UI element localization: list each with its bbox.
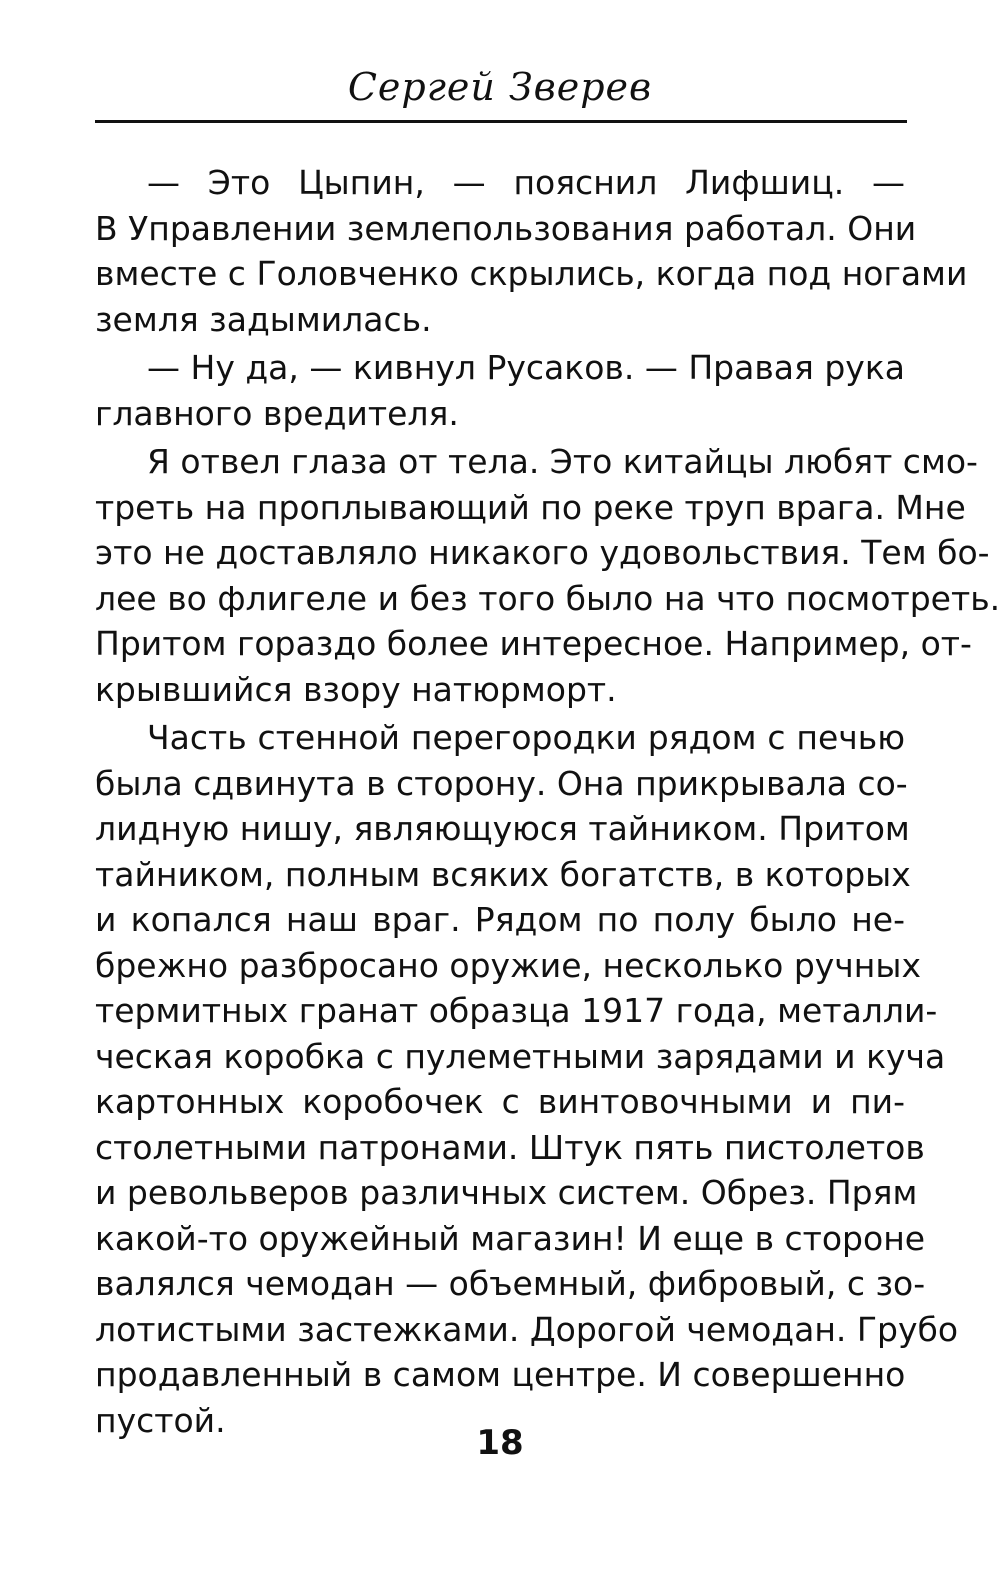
text-line: и копался наш враг. Рядом по полу было не- <box>95 900 905 939</box>
text-line: ческая коробка с пулеметными зарядами и куча <box>95 1036 946 1076</box>
text-line: лее во флигеле и без того было на что посмотреть. <box>95 578 1000 618</box>
text-line: лидную нишу, являющуюся тайником. Притом <box>95 809 910 848</box>
text-line: и револьверов различных систем. Обрез. Прям <box>95 1173 918 1212</box>
page-number: 18 <box>476 1423 524 1463</box>
text-line: Я отвел глаза от тела. Это китайцы любят смо- <box>147 442 978 481</box>
running-head-author: Сергей Зверев <box>347 65 653 109</box>
text-line: была сдвинута в сторону. Она прикрывала со- <box>95 763 908 803</box>
text-line: треть на проплывающий по реке труп врага. Мне <box>95 487 966 527</box>
text-line: термитных гранат образца 1917 года, металли- <box>95 991 938 1030</box>
paragraph-2 <box>95 345 905 436</box>
header-rule <box>95 120 907 123</box>
text-line: столетными патронами. Штук пять пистолетов <box>95 1127 925 1167</box>
text-line: это не доставляло никакого удовольствия. Тем бо- <box>95 533 990 572</box>
paragraph-3 <box>95 439 1000 712</box>
text-line: крывшийся взору натюрморт. <box>95 669 617 709</box>
text-line: земля задымилась. <box>95 299 432 339</box>
text-line: вместе с Головченко скрылись, когда под ногами <box>95 254 968 293</box>
paragraph-4 <box>95 715 959 1443</box>
text-line: В Управлении землепользования работал. Они <box>95 208 917 248</box>
text-line: пустой. <box>95 1400 226 1440</box>
text-line: лотистыми застежками. Дорогой чемодан. Грубо <box>95 1309 959 1349</box>
text-line: тайником, полным всяких богатств, в которых <box>95 854 911 894</box>
paragraph-1 <box>95 160 968 342</box>
text-line: картонных коробочек с винтовочными и пи- <box>95 1082 905 1121</box>
text-line: главного вредителя. <box>95 393 459 433</box>
text-line: — Ну да, — кивнул Русаков. — Правая рука <box>147 348 905 387</box>
text-line: брежно разбросано оружие, несколько ручных <box>95 945 921 985</box>
text-line: валялся чемодан — объемный, фибровый, с зо- <box>95 1264 926 1303</box>
text-line: — Это Цыпин, — пояснил Лифшиц. — <box>147 163 905 202</box>
text-line: Притом гораздо более интересное. Например, от- <box>95 624 972 663</box>
text-line: продавленный в самом центре. И совершенно <box>95 1355 906 1394</box>
text-line: какой-то оружейный магазин! И еще в стороне <box>95 1218 926 1258</box>
text-line: Часть стенной перегородки рядом с печью <box>147 718 905 757</box>
body-text <box>95 160 1000 1443</box>
